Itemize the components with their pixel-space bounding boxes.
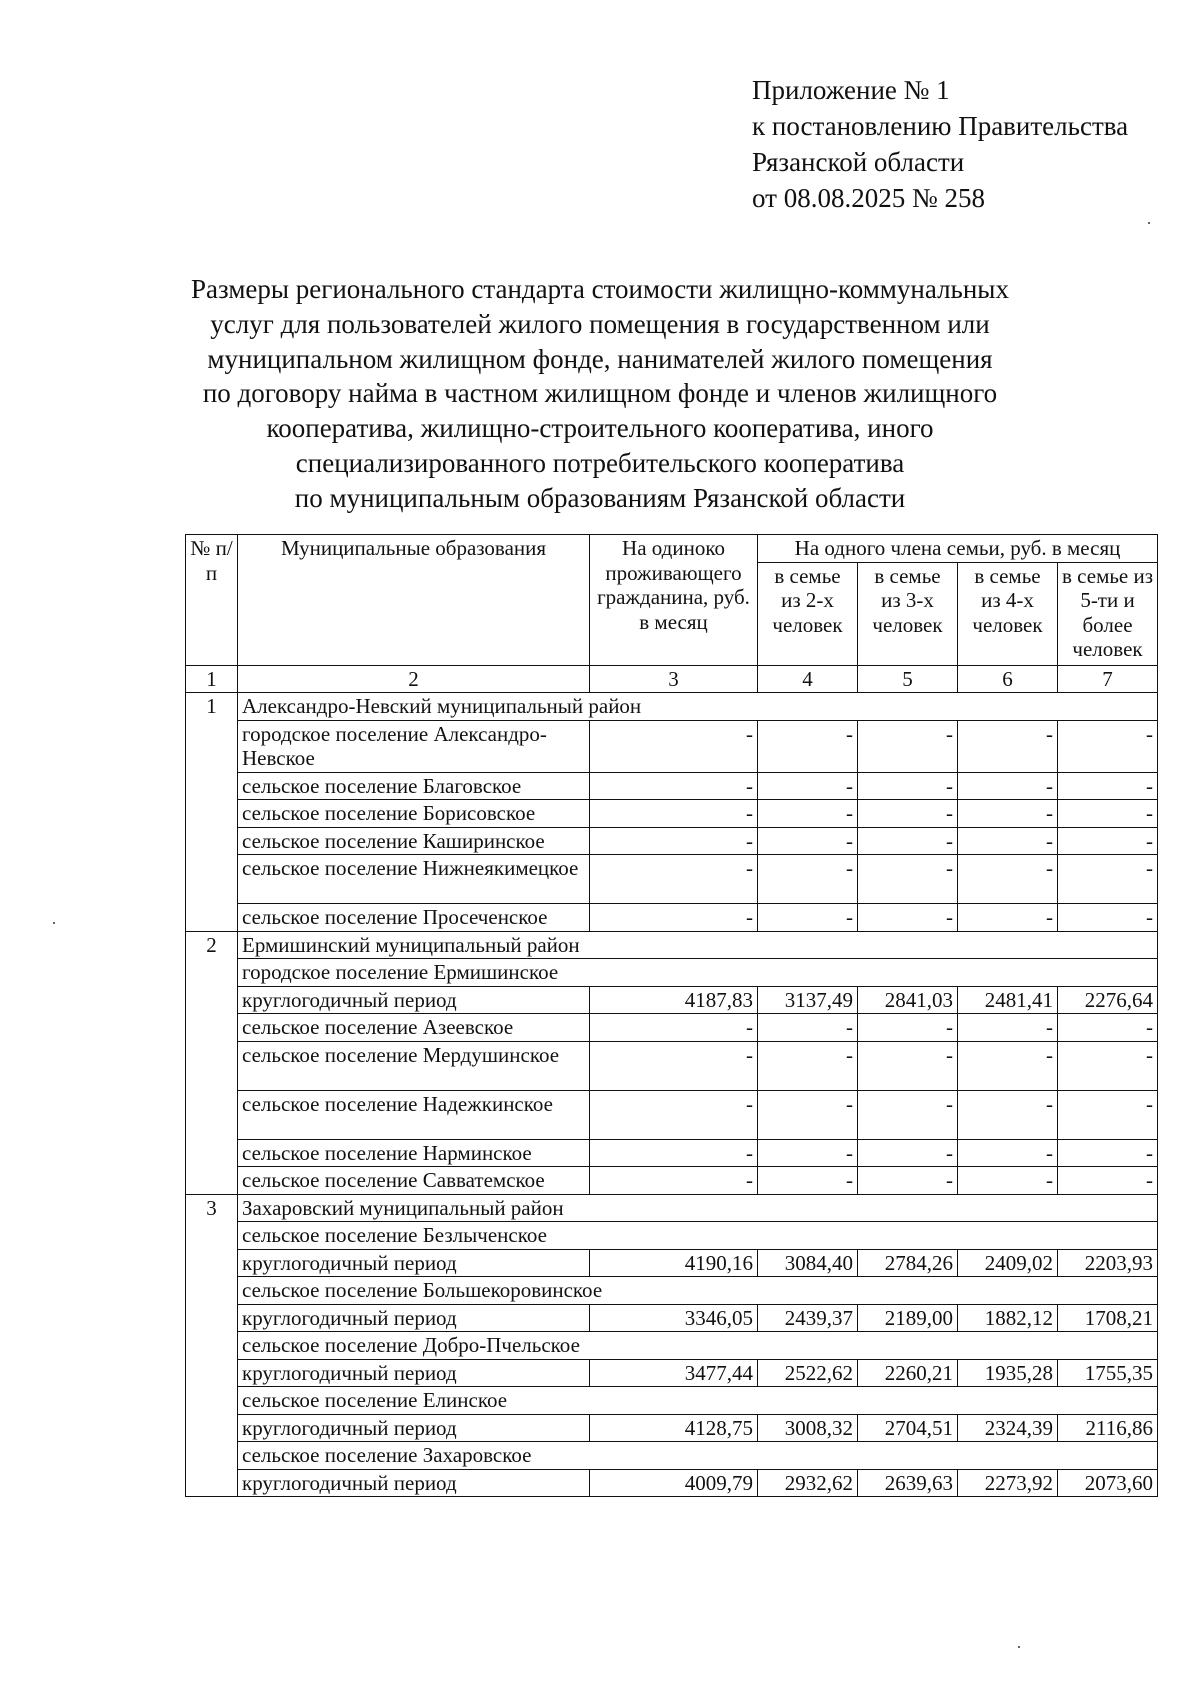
- value-cell: 4190,16: [590, 1249, 758, 1277]
- value-cell: -: [858, 855, 958, 904]
- row-name: сельское поселение Каширинское: [238, 827, 590, 855]
- section-row: [186, 693, 1158, 721]
- section-row: [186, 931, 1158, 959]
- settlement-name: сельское поселение Елинское: [238, 1387, 1158, 1415]
- value-cell: 2260,21: [858, 1359, 958, 1387]
- section-number: 2: [186, 931, 238, 1194]
- value-cell: -: [958, 1167, 1058, 1195]
- value-cell: -: [758, 800, 858, 828]
- row-name: сельское поселение Борисовское: [238, 800, 590, 828]
- standards-table: [185, 534, 1158, 1497]
- table-row: [186, 1469, 1158, 1497]
- value-cell: 2116,86: [1058, 1414, 1158, 1442]
- row-name: сельское поселение Надежкинское: [238, 1090, 590, 1139]
- section-name: Ермишинский муниципальный район: [238, 931, 1158, 959]
- title-line: кооператива, жилищно-строительного кооператива, иного: [266, 413, 934, 444]
- value-cell: -: [758, 904, 858, 932]
- header-family-4: в семье из 4-х человек: [958, 562, 1058, 665]
- value-cell: -: [958, 1041, 1058, 1090]
- value-cell: 2324,39: [958, 1414, 1058, 1442]
- row-name: круглогодичный период: [238, 1359, 590, 1387]
- value-cell: -: [958, 1014, 1058, 1042]
- header-family-3: в семье из 3-х человек: [858, 562, 958, 665]
- settlement-row: [186, 1332, 1158, 1360]
- value-cell: 2273,92: [958, 1469, 1058, 1497]
- value-cell: -: [590, 1041, 758, 1090]
- value-cell: -: [858, 1014, 958, 1042]
- value-cell: 3137,49: [758, 986, 858, 1014]
- scan-speck: [1148, 222, 1150, 224]
- header-num: № п/п: [186, 535, 238, 666]
- row-name: сельское поселение Просеченское: [238, 904, 590, 932]
- table-row: [186, 800, 1158, 828]
- section-name: Захаровский муниципальный район: [238, 1194, 1158, 1222]
- value-cell: 2203,93: [1058, 1249, 1158, 1277]
- settlement-row: [186, 1277, 1158, 1305]
- value-cell: -: [758, 720, 858, 772]
- value-cell: -: [958, 904, 1058, 932]
- value-cell: 2276,64: [1058, 986, 1158, 1014]
- column-number-row: [186, 665, 1158, 693]
- section-number: 1: [186, 693, 238, 932]
- value-cell: -: [858, 1167, 958, 1195]
- table-body: [186, 693, 1158, 1497]
- value-cell: 1708,21: [1058, 1304, 1158, 1332]
- table-row: [186, 1041, 1158, 1090]
- row-name: круглогодичный период: [238, 1469, 590, 1497]
- settlement-name: сельское поселение Безлыченское: [238, 1222, 1158, 1250]
- annex-line: от 08.08.2025 № 258: [752, 183, 985, 213]
- value-cell: -: [858, 720, 958, 772]
- annex-line: к постановлению Правительства: [752, 111, 1129, 141]
- section-row: [186, 1194, 1158, 1222]
- column-number: 3: [590, 665, 758, 693]
- header-municipality: Муниципальные образования: [238, 535, 590, 666]
- value-cell: 2522,62: [758, 1359, 858, 1387]
- value-cell: -: [590, 1090, 758, 1139]
- table-row: [186, 1249, 1158, 1277]
- scan-speck: [53, 922, 55, 924]
- value-cell: -: [1058, 1167, 1158, 1195]
- settlement-row: [186, 959, 1158, 987]
- value-cell: -: [758, 1014, 858, 1042]
- value-cell: 1935,28: [958, 1359, 1058, 1387]
- column-number: 5: [858, 665, 958, 693]
- value-cell: -: [1058, 1041, 1158, 1090]
- value-cell: -: [590, 720, 758, 772]
- title-line: муниципальном жилищном фонде, нанимателей жилого помещения: [207, 343, 993, 374]
- value-cell: -: [590, 1139, 758, 1167]
- header-row: [186, 535, 1158, 563]
- value-cell: 1882,12: [958, 1304, 1058, 1332]
- value-cell: 2409,02: [958, 1249, 1058, 1277]
- value-cell: 3084,40: [758, 1249, 858, 1277]
- row-name: городское поселение Александро-Невское: [238, 720, 590, 772]
- header-family-2: в семье из 2-х человек: [758, 562, 858, 665]
- value-cell: -: [590, 855, 758, 904]
- value-cell: 4009,79: [590, 1469, 758, 1497]
- row-name: сельское поселение Азеевское: [238, 1014, 590, 1042]
- value-cell: -: [858, 904, 958, 932]
- value-cell: -: [590, 800, 758, 828]
- value-cell: -: [858, 1090, 958, 1139]
- value-cell: 4187,83: [590, 986, 758, 1014]
- value-cell: 2784,26: [858, 1249, 958, 1277]
- table-row: [186, 1139, 1158, 1167]
- value-cell: -: [1058, 827, 1158, 855]
- annex-line: Рязанской области: [752, 147, 965, 177]
- title-line: Размеры регионального стандарта стоимости жилищно-коммунальных: [191, 274, 1009, 304]
- table-row: [186, 827, 1158, 855]
- value-cell: 2639,63: [858, 1469, 958, 1497]
- value-cell: -: [958, 772, 1058, 800]
- value-cell: -: [758, 827, 858, 855]
- value-cell: -: [590, 772, 758, 800]
- value-cell: 2841,03: [858, 986, 958, 1014]
- table-row: [186, 772, 1158, 800]
- value-cell: 2704,51: [858, 1414, 958, 1442]
- settlement-name: сельское поселение Захаровское: [238, 1442, 1158, 1470]
- value-cell: 4128,75: [590, 1414, 758, 1442]
- value-cell: 2189,00: [858, 1304, 958, 1332]
- value-cell: 2481,41: [958, 986, 1058, 1014]
- value-cell: -: [590, 1167, 758, 1195]
- value-cell: -: [758, 772, 858, 800]
- value-cell: 3346,05: [590, 1304, 758, 1332]
- value-cell: -: [858, 1139, 958, 1167]
- row-name: круглогодичный период: [238, 1414, 590, 1442]
- row-name: сельское поселение Нарминское: [238, 1139, 590, 1167]
- table-row: [186, 855, 1158, 904]
- row-name: сельское поселение Нижнеякимецкое: [238, 855, 590, 904]
- table-row: [186, 986, 1158, 1014]
- value-cell: -: [1058, 904, 1158, 932]
- title-line: услуг для пользователей жилого помещения в государственном или: [210, 308, 990, 339]
- header-family: На одного члена семьи, руб. в месяц: [758, 535, 1158, 563]
- table-row: [186, 1304, 1158, 1332]
- column-number: 2: [238, 665, 590, 693]
- annex-block: [752, 72, 1128, 216]
- table-row: [186, 904, 1158, 932]
- value-cell: 2932,62: [758, 1469, 858, 1497]
- value-cell: -: [958, 1139, 1058, 1167]
- title-line: по муниципальным образованиям Рязанской области: [294, 482, 906, 513]
- table-row: [186, 720, 1158, 772]
- value-cell: -: [958, 800, 1058, 828]
- value-cell: -: [858, 772, 958, 800]
- value-cell: -: [958, 855, 1058, 904]
- table-row: [186, 1014, 1158, 1042]
- value-cell: -: [758, 1090, 858, 1139]
- table-row: [186, 1414, 1158, 1442]
- value-cell: -: [590, 827, 758, 855]
- value-cell: -: [758, 855, 858, 904]
- settlement-name: городское поселение Ермишинское: [238, 959, 1158, 987]
- annex-line: Приложение № 1: [752, 75, 950, 105]
- column-number: 1: [186, 665, 238, 693]
- value-cell: 3008,32: [758, 1414, 858, 1442]
- value-cell: 3477,44: [590, 1359, 758, 1387]
- row-name: сельское поселение Благовское: [238, 772, 590, 800]
- column-number: 7: [1058, 665, 1158, 693]
- column-number: 6: [958, 665, 1058, 693]
- scan-speck: [1018, 1646, 1020, 1648]
- document-title: [160, 272, 1040, 516]
- row-name: круглогодичный период: [238, 1304, 590, 1332]
- value-cell: -: [590, 1014, 758, 1042]
- value-cell: -: [1058, 772, 1158, 800]
- value-cell: -: [858, 827, 958, 855]
- value-cell: -: [1058, 720, 1158, 772]
- header-family-5: в семье из 5-ти и более человек: [1058, 562, 1158, 665]
- value-cell: -: [1058, 1139, 1158, 1167]
- row-name: круглогодичный период: [238, 1249, 590, 1277]
- value-cell: -: [958, 1090, 1058, 1139]
- row-name: круглогодичный период: [238, 986, 590, 1014]
- table-row: [186, 1359, 1158, 1387]
- value-cell: 2439,37: [758, 1304, 858, 1332]
- section-name: Александро-Невский муниципальный район: [238, 693, 1158, 721]
- value-cell: -: [858, 1041, 958, 1090]
- value-cell: -: [758, 1041, 858, 1090]
- section-number: 3: [186, 1194, 238, 1497]
- value-cell: -: [758, 1139, 858, 1167]
- value-cell: -: [958, 720, 1058, 772]
- row-name: сельское поселение Мердушинское: [238, 1041, 590, 1090]
- value-cell: -: [958, 827, 1058, 855]
- value-cell: 1755,35: [1058, 1359, 1158, 1387]
- value-cell: -: [1058, 1014, 1158, 1042]
- column-number: 4: [758, 665, 858, 693]
- value-cell: -: [1058, 800, 1158, 828]
- row-name: сельское поселение Савватемское: [238, 1167, 590, 1195]
- value-cell: -: [1058, 855, 1158, 904]
- value-cell: -: [590, 904, 758, 932]
- value-cell: -: [758, 1167, 858, 1195]
- settlement-row: [186, 1387, 1158, 1415]
- title-line: специализированного потребительского кооператива: [295, 447, 905, 478]
- settlement-name: сельское поселение Большекоровинское: [238, 1277, 1158, 1305]
- value-cell: 2073,60: [1058, 1469, 1158, 1497]
- settlement-name: сельское поселение Добро-Пчельское: [238, 1332, 1158, 1360]
- settlement-row: [186, 1222, 1158, 1250]
- value-cell: -: [1058, 1090, 1158, 1139]
- title-line: по договору найма в частном жилищном фонде и членов жилищного: [202, 378, 998, 409]
- settlement-row: [186, 1442, 1158, 1470]
- table-row: [186, 1167, 1158, 1195]
- table-row: [186, 1090, 1158, 1139]
- value-cell: -: [858, 800, 958, 828]
- header-single: На одиноко проживающего гражданина, руб. в месяц: [590, 535, 758, 666]
